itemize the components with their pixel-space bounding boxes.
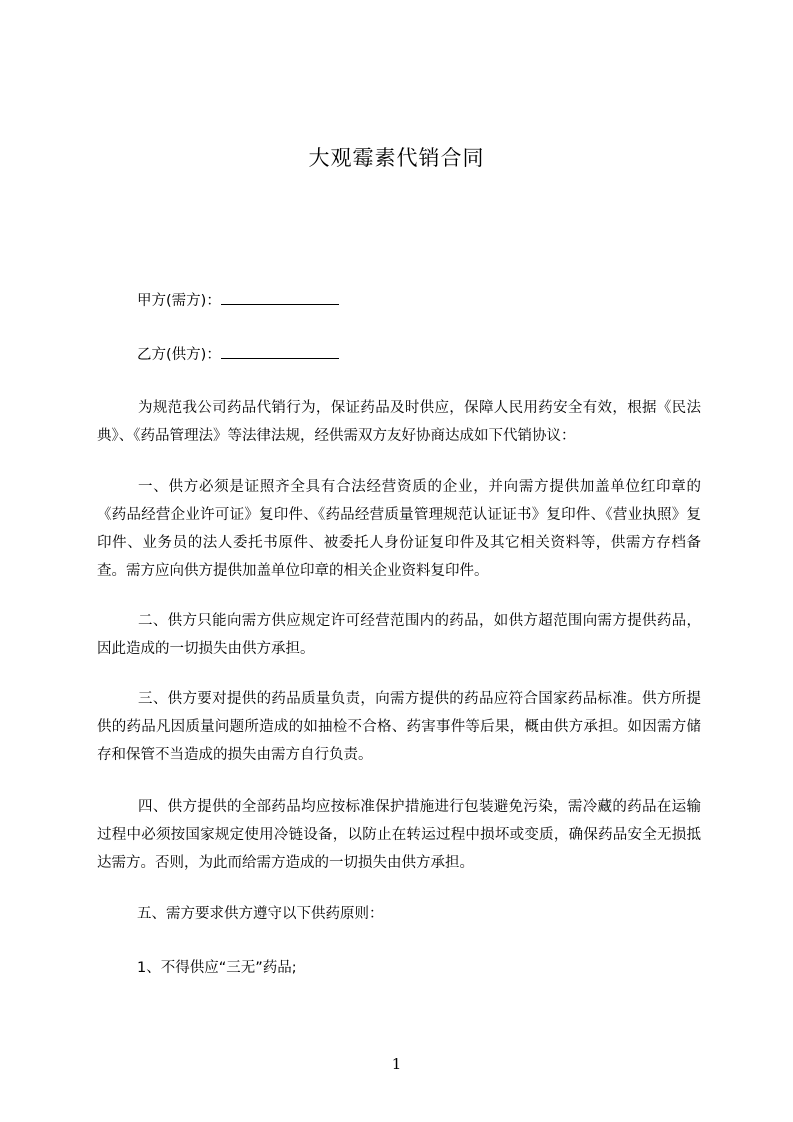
- clause-4: 四、供方提供的全部药品均应按标准保护措施进行包装避免污染，需冷藏的药品在运输过程中必须按国家规定使用冷链设备，以防止在转运过程中损坏或变质，确保药品安全无损抵达需方。否则，为此而给需方造成的一切损失由供方承担。: [97, 799, 701, 871]
- clause-2: 二、供方只能向需方供应规定许可经营范围内的药品，如供方超范围向需方提供药品，因此造成的一切损失由供方承担。: [97, 613, 701, 657]
- document-title: 大观霉素代销合同: [308, 146, 485, 170]
- intro-paragraph: 为规范我公司药品代销行为，保证药品及时供应，保障人民用药安全有效，根据《民法典》、《药品管理法》等法律法规，经供需双方友好协商达成如下代销协议：: [97, 400, 701, 444]
- party-b-blank-line: [221, 344, 339, 359]
- party-a-label: 甲方(需方)：: [137, 293, 221, 309]
- party-b-label: 乙方(供方)：: [137, 347, 221, 363]
- party-a-field: [137, 290, 339, 311]
- clause-1: 一、供方必须是证照齐全具有合法经营资质的企业，并向需方提供加盖单位红印章的《药品经营企业许可证》复印件、《药品经营质量管理规范认证证书》复印件、《营业执照》复印件、业务员的法人委托书原件、被委托人身份证复印件及其它相关资料等，供需方存档备查。需方应向供方提供加盖单位印章的相关企业资料复印件。: [97, 479, 701, 579]
- party-b-field: [137, 344, 339, 365]
- item-one: 1、不得供应“三无”药品;: [137, 960, 297, 976]
- page-number: 1: [391, 1055, 402, 1073]
- section-five-heading: 五、需方要求供方遵守以下供药原则：: [137, 906, 384, 922]
- party-a-blank-line: [221, 290, 339, 305]
- clause-3: 三、供方要对提供的药品质量负责，向需方提供的药品应符合国家药品标准。供方所提供的药品凡因质量问题所造成的如抽检不合格、药害事件等后果，概由供方承担。如因需方储存和保管不当造成的损失由需方自行负责。: [97, 691, 701, 763]
